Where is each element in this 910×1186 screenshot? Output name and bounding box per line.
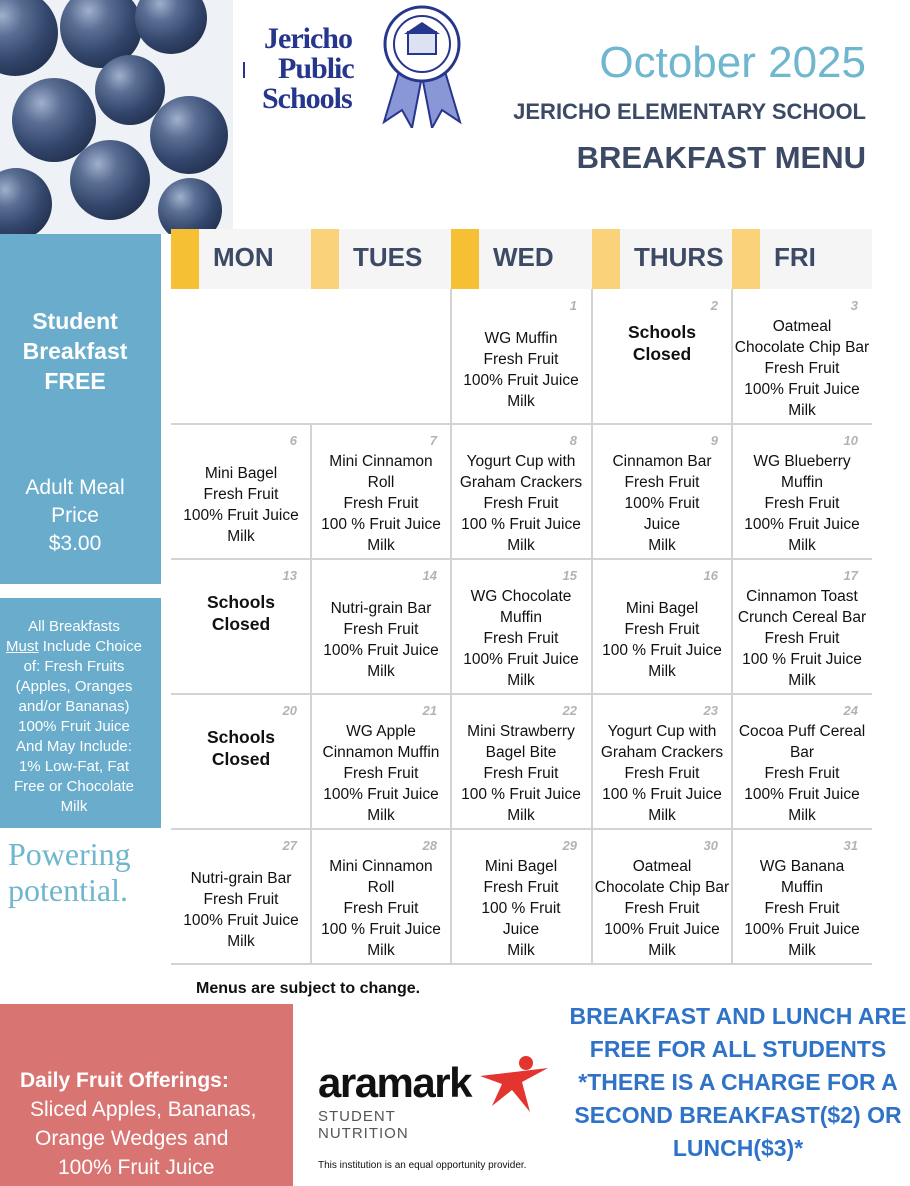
menu-items: [311, 598, 451, 682]
aramark-sub: STUDENT: [318, 1108, 396, 1125]
menu-item: Mini Strawberry: [467, 723, 575, 740]
day-cell: [311, 829, 451, 964]
menu-item: Milk: [648, 537, 676, 554]
menu-item: Fresh Fruit: [624, 621, 700, 638]
menu-item: Milk: [227, 528, 255, 545]
student-breakfast-free: [0, 306, 150, 396]
day-number: 24: [843, 703, 858, 718]
menu-item: Bagel Bite: [485, 744, 557, 761]
schools-closed-text: Schools: [206, 727, 276, 747]
blueberry-photo: [0, 0, 233, 234]
note-line: [0, 637, 148, 657]
day-cell: [732, 424, 872, 559]
menu-item: Milk: [507, 942, 535, 959]
menu-item: 100% Fruit Juice: [604, 921, 720, 938]
menu-item: Mini Cinnamon: [329, 858, 433, 875]
menu-item: Milk: [227, 933, 255, 950]
menu-item: 100% Fruit Juice: [463, 372, 579, 389]
menu-item: Milk: [648, 942, 676, 959]
schools-closed-text: Closed: [211, 614, 271, 634]
logo-divider: [243, 62, 245, 78]
menu-items: [171, 591, 311, 635]
menu-item: Milk: [788, 402, 816, 419]
menu-item: Fresh Fruit: [764, 495, 840, 512]
menu-item: Muffin: [781, 879, 823, 896]
schools-closed-text: Schools: [206, 592, 276, 612]
grid-row-divider: [171, 963, 872, 965]
menu-item: Fresh Fruit: [343, 621, 419, 638]
menu-item: Fresh Fruit: [343, 900, 419, 917]
menu-item: Fresh Fruit: [764, 900, 840, 917]
note-line: (Apples, Oranges: [15, 678, 133, 695]
menu-items: [171, 463, 311, 547]
note-after-must: Include Choice: [38, 638, 142, 655]
day-number: 29: [562, 838, 577, 853]
menu-item: 100% Fruit Juice: [744, 786, 860, 803]
day-cell: [311, 424, 451, 559]
note-line: All Breakfasts: [28, 618, 120, 635]
day-header-tab: [732, 229, 760, 289]
menu-items: [732, 586, 872, 691]
menu-item: 100% Fruit Juice: [744, 381, 860, 398]
menu-items: [592, 321, 732, 365]
day-cell: [592, 289, 732, 424]
grid-column-divider: [591, 289, 593, 965]
schools-closed-text: Closed: [632, 344, 692, 364]
grid-row-divider: [171, 828, 872, 830]
day-cell: [732, 289, 872, 424]
day-number: 15: [562, 568, 577, 583]
day-number: 8: [569, 433, 577, 448]
logo-line: Schools: [262, 82, 352, 115]
menu-item: Graham Crackers: [600, 744, 724, 761]
aramark-sub: NUTRITION: [318, 1125, 409, 1142]
day-number: 6: [289, 433, 297, 448]
fruit-offerings-text: [20, 1066, 295, 1182]
menu-item: Chocolate Chip Bar: [594, 879, 730, 896]
day-cell: [451, 289, 591, 424]
free-note-line: BREAKFAST AND LUNCH ARE: [569, 1003, 907, 1029]
menu-item: 100 % Fruit Juice: [742, 651, 862, 668]
note-line: of: Fresh Fruits: [23, 658, 125, 675]
menu-item: Fresh Fruit: [483, 630, 559, 647]
grid-row-divider: [171, 558, 872, 560]
menu-items: [592, 451, 732, 556]
day-header-label: TUES: [353, 242, 423, 272]
day-number: 30: [703, 838, 718, 853]
menu-item: Milk: [507, 537, 535, 554]
menu-item: Fresh Fruit: [764, 630, 840, 647]
day-cell: [311, 694, 451, 829]
student-line: Breakfast: [22, 338, 128, 364]
fruit-line: 100% Fruit Juice: [58, 1156, 215, 1179]
breakfast-requirements-note: [0, 617, 148, 817]
day-header-tab: [451, 229, 479, 289]
menu-item: 100 % Fruit Juice: [461, 786, 581, 803]
day-number: 17: [843, 568, 858, 583]
menu-items: [732, 721, 872, 826]
menu-item: Crunch Cereal Bar: [737, 609, 867, 626]
menu-item: Bar: [789, 744, 815, 761]
menu-item: 100% Fruit Juice: [323, 642, 439, 659]
day-cell: [171, 829, 311, 964]
day-cell: [732, 694, 872, 829]
menu-item: Fresh Fruit: [343, 495, 419, 512]
student-line: Student: [32, 308, 118, 334]
day-number: 9: [710, 433, 718, 448]
menu-item: Fresh Fruit: [624, 765, 700, 782]
menu-item: 100 % Fruit: [481, 900, 561, 917]
menu-item: Fresh Fruit: [764, 360, 840, 377]
menu-item: Fresh Fruit: [483, 495, 559, 512]
day-cell: [171, 424, 311, 559]
adult-line: Adult Meal: [25, 476, 125, 499]
menu-item: Fresh Fruit: [203, 891, 279, 908]
menu-item: Yogurt Cup with: [466, 453, 576, 470]
day-number: 28: [422, 838, 437, 853]
day-number: 16: [703, 568, 718, 583]
day-number: 7: [429, 433, 437, 448]
menu-item: Fresh Fruit: [764, 765, 840, 782]
menu-item: Cinnamon Bar: [612, 453, 712, 470]
menu-item: Yogurt Cup with: [607, 723, 717, 740]
month-title: October 2025: [599, 38, 866, 87]
note-line: Free or Chocolate: [13, 778, 135, 795]
day-cell: [732, 829, 872, 964]
menu-item: Milk: [367, 807, 395, 824]
menu-item: Fresh Fruit: [483, 765, 559, 782]
powering-line: potential.: [8, 872, 128, 908]
grid-row-divider: [171, 693, 872, 695]
menu-item: Chocolate Chip Bar: [734, 339, 870, 356]
day-header-label: WED: [493, 242, 554, 272]
day-cell: [311, 559, 451, 694]
day-header-tab: [311, 229, 339, 289]
day-cell: [592, 424, 732, 559]
schools-closed-text: Closed: [211, 749, 271, 769]
powering-potential-logo: [8, 836, 158, 908]
day-cell: [451, 559, 591, 694]
free-meals-notice: [566, 1000, 910, 1165]
menu-item: Juice: [643, 516, 681, 533]
menu-item: Mini Bagel: [204, 465, 278, 482]
menu-item: WG Chocolate: [470, 588, 572, 605]
menu-item: Milk: [648, 807, 676, 824]
menu-item: WG Muffin: [484, 330, 558, 347]
day-header-label: MON: [213, 242, 274, 272]
menu-items: [171, 726, 311, 770]
menu-item: 100 % Fruit Juice: [321, 516, 441, 533]
note-line: and/or Bananas): [18, 698, 130, 715]
subject-to-change-note: Menus are subject to change.: [196, 980, 421, 997]
menu-item: WG Apple: [346, 723, 416, 740]
day-number: 31: [843, 838, 858, 853]
menu-item: 100% Fruit Juice: [183, 912, 299, 929]
menu-items: [592, 721, 732, 826]
menu-item: Milk: [788, 807, 816, 824]
menu-title: BREAKFAST MENU: [576, 140, 866, 175]
menu-item: Milk: [507, 807, 535, 824]
day-number: 21: [422, 703, 437, 718]
day-cell: [592, 559, 732, 694]
powering-line: Powering: [8, 836, 131, 872]
menu-items: [451, 451, 591, 556]
free-note-line: *THERE IS A CHARGE FOR A: [578, 1069, 898, 1095]
free-note-line: FREE FOR ALL STUDENTS: [589, 1036, 887, 1062]
menu-item: Milk: [507, 672, 535, 689]
student-line: FREE: [44, 368, 106, 394]
menu-items: [311, 856, 451, 961]
note-line: 100% Fruit Juice: [18, 718, 130, 735]
menu-item: Fresh Fruit: [483, 879, 559, 896]
menu-item: Mini Bagel: [484, 858, 558, 875]
grid-column-divider: [731, 289, 733, 965]
menu-item: Roll: [367, 474, 395, 491]
day-header-tues: [311, 229, 451, 289]
school-name: JERICHO ELEMENTARY SCHOOL: [513, 99, 866, 124]
day-number: 13: [282, 568, 297, 583]
menu-item: Fresh Fruit: [624, 900, 700, 917]
day-number: 3: [850, 298, 858, 313]
menu-items: [451, 328, 591, 412]
menu-item: 100% Fruit Juice: [463, 651, 579, 668]
adult-line: $3.00: [48, 532, 102, 555]
aramark-wordmark: aramark: [318, 1059, 471, 1106]
day-cell: [171, 289, 311, 424]
menu-item: 100% Fruit Juice: [744, 921, 860, 938]
menu-item: Cinnamon Toast: [746, 588, 858, 605]
menu-item: Milk: [507, 393, 535, 410]
fruit-line: Orange Wedges and: [35, 1127, 229, 1150]
note-line: Milk: [60, 798, 88, 815]
day-cell: [592, 694, 732, 829]
menu-item: 100 % Fruit Juice: [602, 642, 722, 659]
menu-item: WG Blueberry: [753, 453, 851, 470]
menu-item: Muffin: [781, 474, 823, 491]
note-line: 1% Low-Fat, Fat: [18, 758, 130, 775]
weekday-header: [171, 229, 872, 289]
day-header-thurs: [592, 229, 732, 289]
menu-items: [592, 598, 732, 682]
menu-item: Fresh Fruit: [203, 486, 279, 503]
adult-meal-price: [0, 474, 150, 558]
menu-item: 100% Fruit Juice: [323, 786, 439, 803]
day-cell: [732, 559, 872, 694]
menu-items: [732, 856, 872, 961]
menu-item: Fresh Fruit: [624, 474, 700, 491]
menu-item: 100 % Fruit Juice: [461, 516, 581, 533]
menu-item: Milk: [367, 942, 395, 959]
menu-items: [451, 586, 591, 691]
menu-item: Roll: [367, 879, 395, 896]
grid-column-divider: [310, 424, 312, 965]
menu-item: Oatmeal: [772, 318, 832, 335]
menu-item: Muffin: [500, 609, 542, 626]
menu-item: Milk: [788, 672, 816, 689]
menu-items: [592, 856, 732, 961]
menu-item: Mini Cinnamon: [329, 453, 433, 470]
menu-item: Cocoa Puff Cereal: [738, 723, 866, 740]
district-logo-text: [262, 24, 372, 114]
day-number: 23: [703, 703, 718, 718]
menu-item: Milk: [367, 663, 395, 680]
free-note-line: SECOND BREAKFAST($2) OR: [574, 1102, 902, 1128]
day-number: 22: [562, 703, 577, 718]
menu-items: [311, 451, 451, 556]
adult-line: Price: [51, 504, 99, 527]
day-header-wed: [451, 229, 591, 289]
menu-items: [732, 316, 872, 421]
day-cell: [171, 559, 311, 694]
day-number: 10: [843, 433, 858, 448]
menu-items: [171, 868, 311, 952]
fruit-heading: Daily Fruit Offerings:: [20, 1069, 229, 1092]
menu-item: Oatmeal: [632, 858, 692, 875]
schools-closed-text: Schools: [627, 322, 697, 342]
menu-items: [732, 451, 872, 556]
menu-item: Milk: [648, 663, 676, 680]
day-header-tab: [171, 229, 199, 289]
day-cell: [592, 829, 732, 964]
day-number: 2: [710, 298, 718, 313]
note-line: And May Include:: [16, 738, 132, 755]
menu-items: [451, 856, 591, 961]
menu-item: 100 % Fruit Juice: [602, 786, 722, 803]
day-cell: [451, 424, 591, 559]
menu-item: WG Banana: [759, 858, 845, 875]
menu-item: Graham Crackers: [459, 474, 583, 491]
menu-item: Milk: [788, 942, 816, 959]
menu-item: 100% Fruit Juice: [183, 507, 299, 524]
equal-opportunity-note: This institution is an equal opportunity provider.: [318, 1160, 527, 1171]
day-cell: [451, 829, 591, 964]
logo-line: Jericho: [264, 22, 352, 55]
menu-item: Milk: [367, 537, 395, 554]
day-header-mon: [171, 229, 311, 289]
menu-item: Milk: [788, 537, 816, 554]
fruit-line: Sliced Apples, Bananas,: [30, 1098, 257, 1121]
logo-line: Public: [278, 52, 354, 85]
menu-item: 100 % Fruit Juice: [321, 921, 441, 938]
day-header-fri: [732, 229, 872, 289]
menu-item: Juice: [502, 921, 540, 938]
menu-item: Fresh Fruit: [483, 351, 559, 368]
day-header-label: THURS: [634, 242, 724, 272]
day-cell: [311, 289, 451, 424]
menu-item: Cinnamon Muffin: [322, 744, 440, 761]
menu-item: Fresh Fruit: [343, 765, 419, 782]
day-header-label: FRI: [774, 242, 816, 272]
day-number: 1: [569, 298, 577, 313]
menu-item: 100% Fruit: [624, 495, 700, 512]
day-cell: [171, 694, 311, 829]
day-number: 20: [282, 703, 297, 718]
free-note-line: LUNCH($3)*: [672, 1135, 804, 1161]
day-header-tab: [592, 229, 620, 289]
grid-column-divider: [450, 289, 452, 965]
menu-item: Nutri-grain Bar: [330, 600, 432, 617]
grid-row-divider: [171, 423, 872, 425]
day-cell: [451, 694, 591, 829]
aramark-star-person-icon: [478, 1054, 552, 1116]
day-number: 14: [422, 568, 437, 583]
menu-items: [311, 721, 451, 826]
menu-item: Nutri-grain Bar: [190, 870, 292, 887]
day-number: 27: [282, 838, 297, 853]
menu-item: Mini Bagel: [625, 600, 699, 617]
menu-items: [451, 721, 591, 826]
menu-item: 100% Fruit Juice: [744, 516, 860, 533]
note-must: Must: [6, 638, 39, 655]
